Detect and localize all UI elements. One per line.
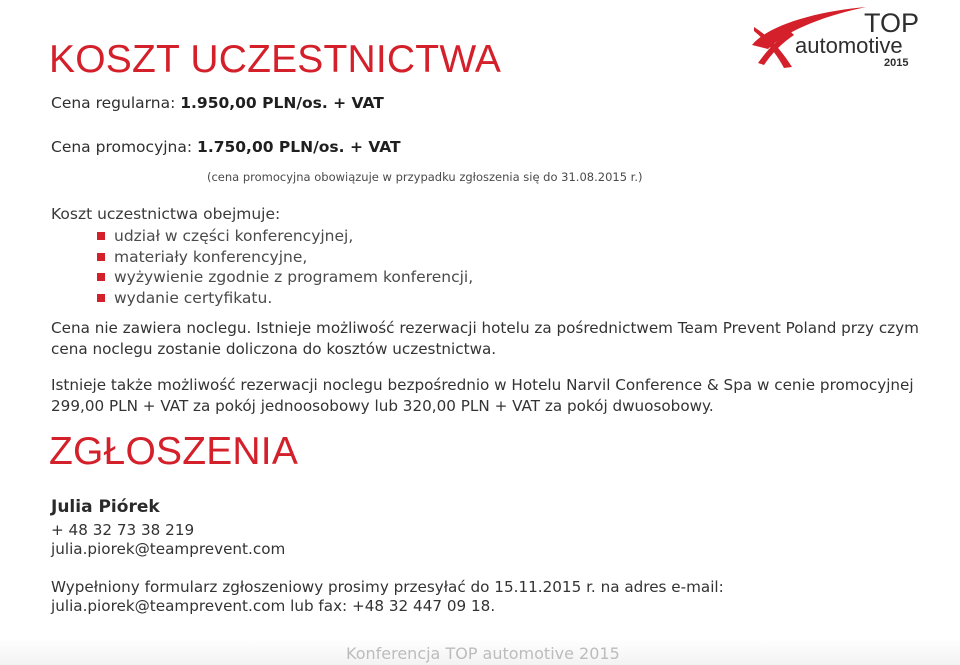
includes-list: [97, 226, 473, 308]
list-item: udział w części konferencyjnej,: [97, 226, 473, 247]
bullet-square-icon: [97, 273, 105, 281]
footer-text: Konferencja TOP automotive 2015: [346, 644, 620, 663]
top-automotive-logo: [748, 5, 928, 71]
regular-price-value: 1.950,00 PLN/os. + VAT: [180, 94, 384, 112]
section-title-registration: ZGŁOSZENIA: [49, 430, 299, 473]
bullet-square-icon: [97, 232, 105, 240]
instruction-line-1: Wypełniony formularz zgłoszeniowy prosimy przesyłać do 15.11.2015 r. na adres e-mail:: [51, 578, 724, 596]
includes-heading: Koszt uczestnictwa obejmuje:: [51, 205, 281, 223]
list-item: wydanie certyfikatu.: [97, 288, 473, 309]
logo-year-text: 2015: [884, 57, 909, 69]
regular-price-label: Cena regularna:: [51, 94, 176, 112]
promo-price-note: (cena promocyjna obowiązuje w przypadku zgłoszenia się do 31.08.2015 r.): [207, 170, 643, 184]
logo-automotive-text: automotive: [795, 33, 903, 58]
logo-top-text: TOP: [864, 8, 920, 38]
contact-name: Julia Piórek: [51, 497, 160, 517]
regular-price-row: [51, 93, 384, 113]
list-item: wyżywienie zgodnie z programem konferencji,: [97, 267, 473, 288]
contact-phone: + 48 32 73 38 219: [51, 521, 195, 539]
list-item: materiały konferencyjne,: [97, 247, 473, 268]
section-title-cost: KOSZT UCZESTNICTWA: [49, 38, 502, 81]
hotel-paragraph: Istnieje także możliwość rezerwacji noclegu bezpośrednio w Hotelu Narvil Conference & Spa w cenie promocyjnej 299,00 PLN + VAT za pokój jednoosobowy lub 320,00 PLN + VAT za pokój dwuosobowy.: [51, 376, 914, 415]
accommodation-paragraph: Cena nie zawiera noclegu. Istnieje możliwość rezerwacji hotelu za pośrednictwem Team Prevent Poland przy czym cena noclegu zostanie doliczona do kosztów uczestnictwa.: [51, 319, 919, 358]
contact-email[interactable]: julia.piorek@teamprevent.com: [51, 540, 286, 558]
promo-price-value: 1.750,00 PLN/os. + VAT: [197, 138, 401, 156]
bullet-square-icon: [97, 253, 105, 261]
bullet-square-icon: [97, 294, 105, 302]
promo-price-label: Cena promocyjna:: [51, 138, 193, 156]
instruction-line-2: julia.piorek@teamprevent.com lub fax: +48 32 447 09 18.: [51, 597, 496, 615]
promo-price-row: [51, 137, 401, 157]
registration-instructions: [51, 578, 724, 616]
